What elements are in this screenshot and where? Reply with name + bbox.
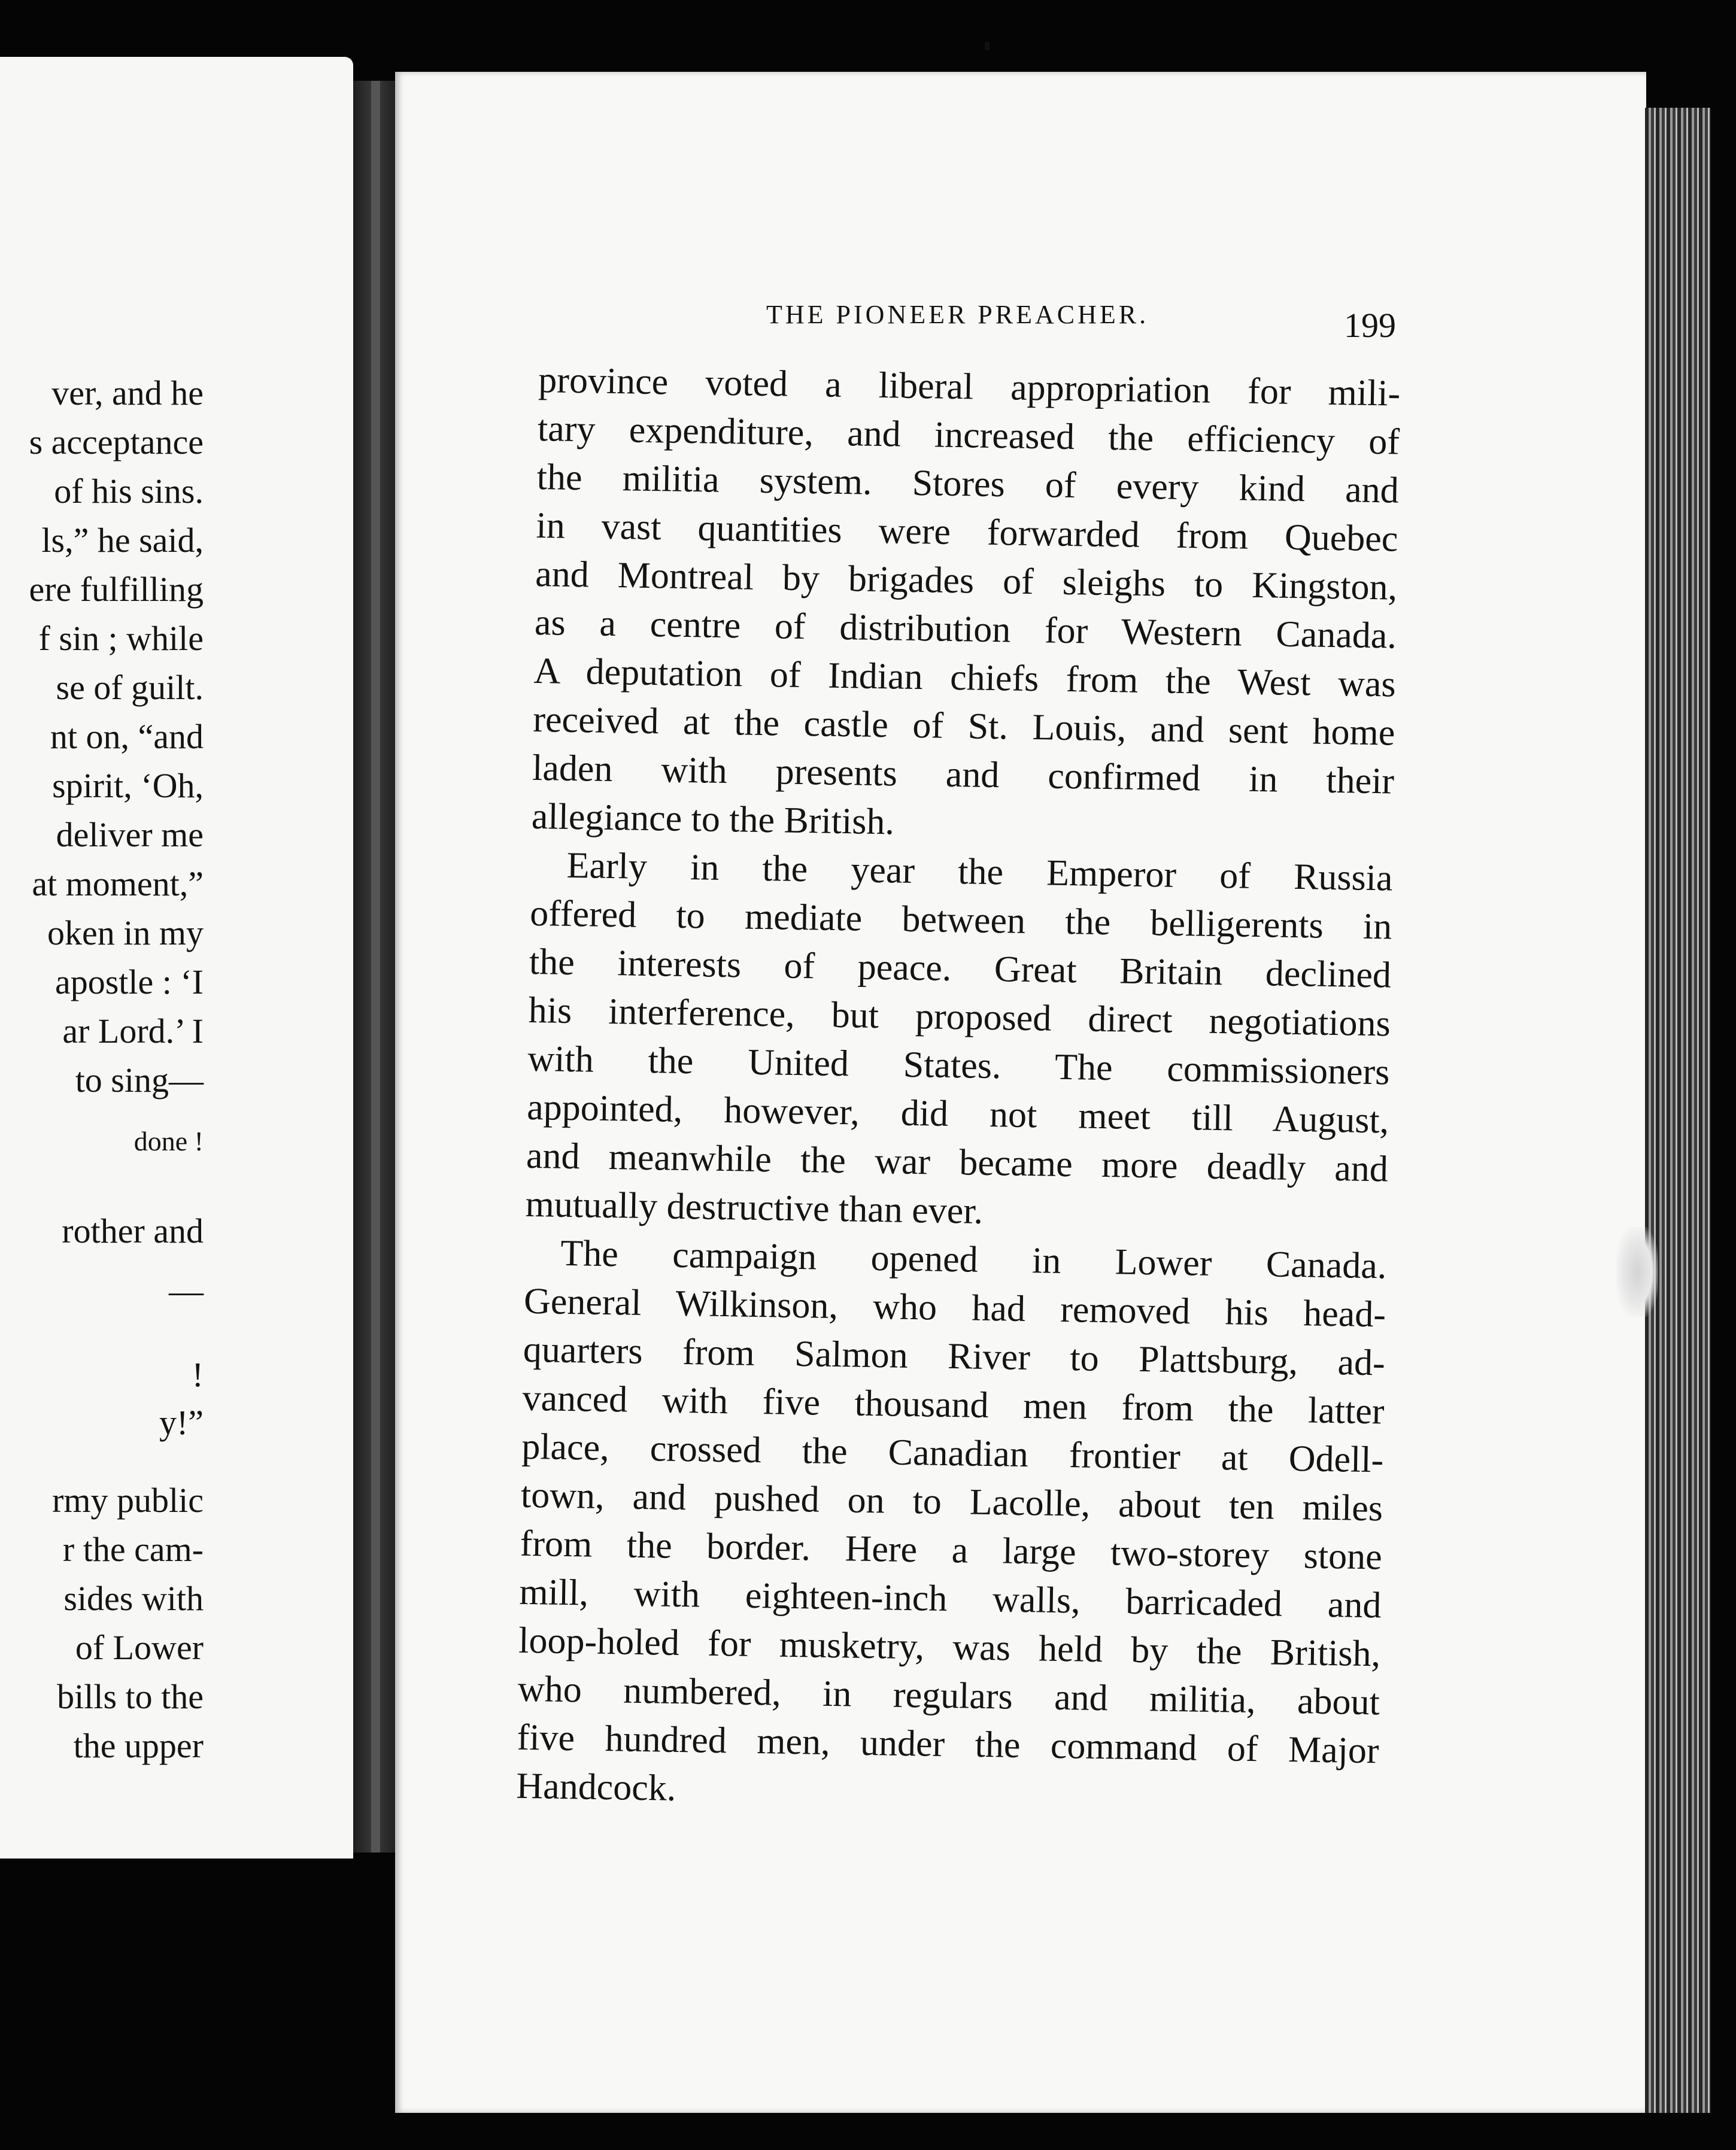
- text-line: The campaign opened in Lower Canada.: [560, 1232, 1387, 1287]
- left-line: deliver me: [56, 815, 204, 854]
- text-line: province voted a liberal appropriation for mili-: [538, 359, 1401, 414]
- paper-scuff: [1616, 1227, 1658, 1317]
- text-line: in vast quantities were forwarded from Quebec: [536, 505, 1398, 560]
- left-line: bills to the: [57, 1677, 204, 1716]
- left-line: y!”: [159, 1403, 204, 1442]
- left-line: r the cam-: [62, 1530, 204, 1569]
- text-line: who numbered, in regulars and militia, about: [517, 1668, 1380, 1723]
- left-line: the upper: [73, 1726, 204, 1765]
- text-line: offered to mediate between the belligerents in: [529, 892, 1392, 948]
- left-line: se of guilt.: [56, 668, 204, 707]
- text-line: and Montreal by brigades of sleighs to Kingston,: [535, 553, 1398, 608]
- text-line: vanced with five thousand men from the latter: [522, 1377, 1385, 1432]
- left-line: ls,” he said,: [41, 521, 204, 560]
- left-line: spirit, ‘Oh,: [52, 766, 204, 805]
- text-line: mill, with eighteen-inch walls, barricaded and: [519, 1571, 1382, 1626]
- page-edges: [1645, 108, 1711, 2113]
- text-line: Early in the year the Emperor of Russia: [566, 845, 1394, 899]
- text-line: as a centre of distribution for Western Canada.: [534, 602, 1397, 657]
- left-line: !: [192, 1355, 204, 1394]
- running-head: THE PIONEER PREACHER.: [766, 300, 1149, 329]
- text-line: laden with presents and confirmed in their: [532, 747, 1395, 802]
- left-line: oken in my: [47, 913, 204, 952]
- text-line: with the United States. The commissioners: [527, 1038, 1390, 1093]
- left-line: ere fulfilling: [29, 570, 204, 609]
- text-line: the interests of peace. Great Britain declined: [529, 941, 1392, 996]
- dust-speck: [985, 42, 990, 50]
- left-line: done !: [133, 1126, 204, 1156]
- left-line: s acceptance: [29, 423, 204, 461]
- text-line: A deputation of Indian chiefs from the West was: [533, 650, 1397, 705]
- left-line: ar Lord.’ I: [62, 1012, 204, 1050]
- left-line: rother and: [62, 1211, 204, 1250]
- left-line: f sin ; while: [38, 619, 204, 658]
- text-line: appointed, however, did not meet till August,: [526, 1086, 1389, 1141]
- text-line: allegiance to the British.: [531, 795, 895, 843]
- left-page: [0, 57, 353, 1859]
- text-line: loop-holed for musketry, was held by the British,: [518, 1620, 1381, 1675]
- text-line: and meanwhile the war became more deadly and: [526, 1135, 1389, 1190]
- body-text: [516, 356, 1401, 1824]
- left-line: to sing—: [75, 1061, 204, 1100]
- text-line: the militia system. Stores of every kind and: [536, 456, 1400, 511]
- page-number: 199: [1344, 306, 1396, 345]
- left-line: at moment,”: [32, 864, 204, 903]
- left-line: rmy public: [52, 1481, 204, 1520]
- left-line: —: [169, 1271, 204, 1310]
- text-line: town, and pushed on to Lacolle, about ten miles: [520, 1474, 1383, 1529]
- left-line: of Lower: [75, 1628, 204, 1667]
- left-line: nt on, “and: [50, 717, 204, 756]
- text-line: his interference, but proposed direct negotiations: [528, 989, 1391, 1044]
- text-line: received at the castle of St. Louis, and sent home: [532, 699, 1395, 754]
- text-line: place, crossed the Canadian frontier at Odell-: [521, 1426, 1384, 1481]
- gutter-shadow: [371, 81, 380, 1853]
- text-line: tary expenditure, and increased the efficiency of: [537, 408, 1400, 463]
- text-line: General Wilkinson, who had removed his head-: [523, 1280, 1386, 1335]
- left-line: sides with: [63, 1579, 204, 1618]
- left-line: of his sins.: [54, 472, 204, 511]
- text-line: mutually destructive than ever.: [525, 1183, 984, 1232]
- text-line: from the border. Here a large two-storey stone: [520, 1523, 1383, 1578]
- left-line: apostle : ‘I: [54, 962, 204, 1001]
- left-line: ver, and he: [51, 373, 204, 412]
- text-line: Handcock.: [515, 1765, 676, 1809]
- text-line: quarters from Salmon River to Plattsburg, ad-: [523, 1329, 1386, 1384]
- text-line: five hundred men, under the command of Major: [517, 1717, 1380, 1772]
